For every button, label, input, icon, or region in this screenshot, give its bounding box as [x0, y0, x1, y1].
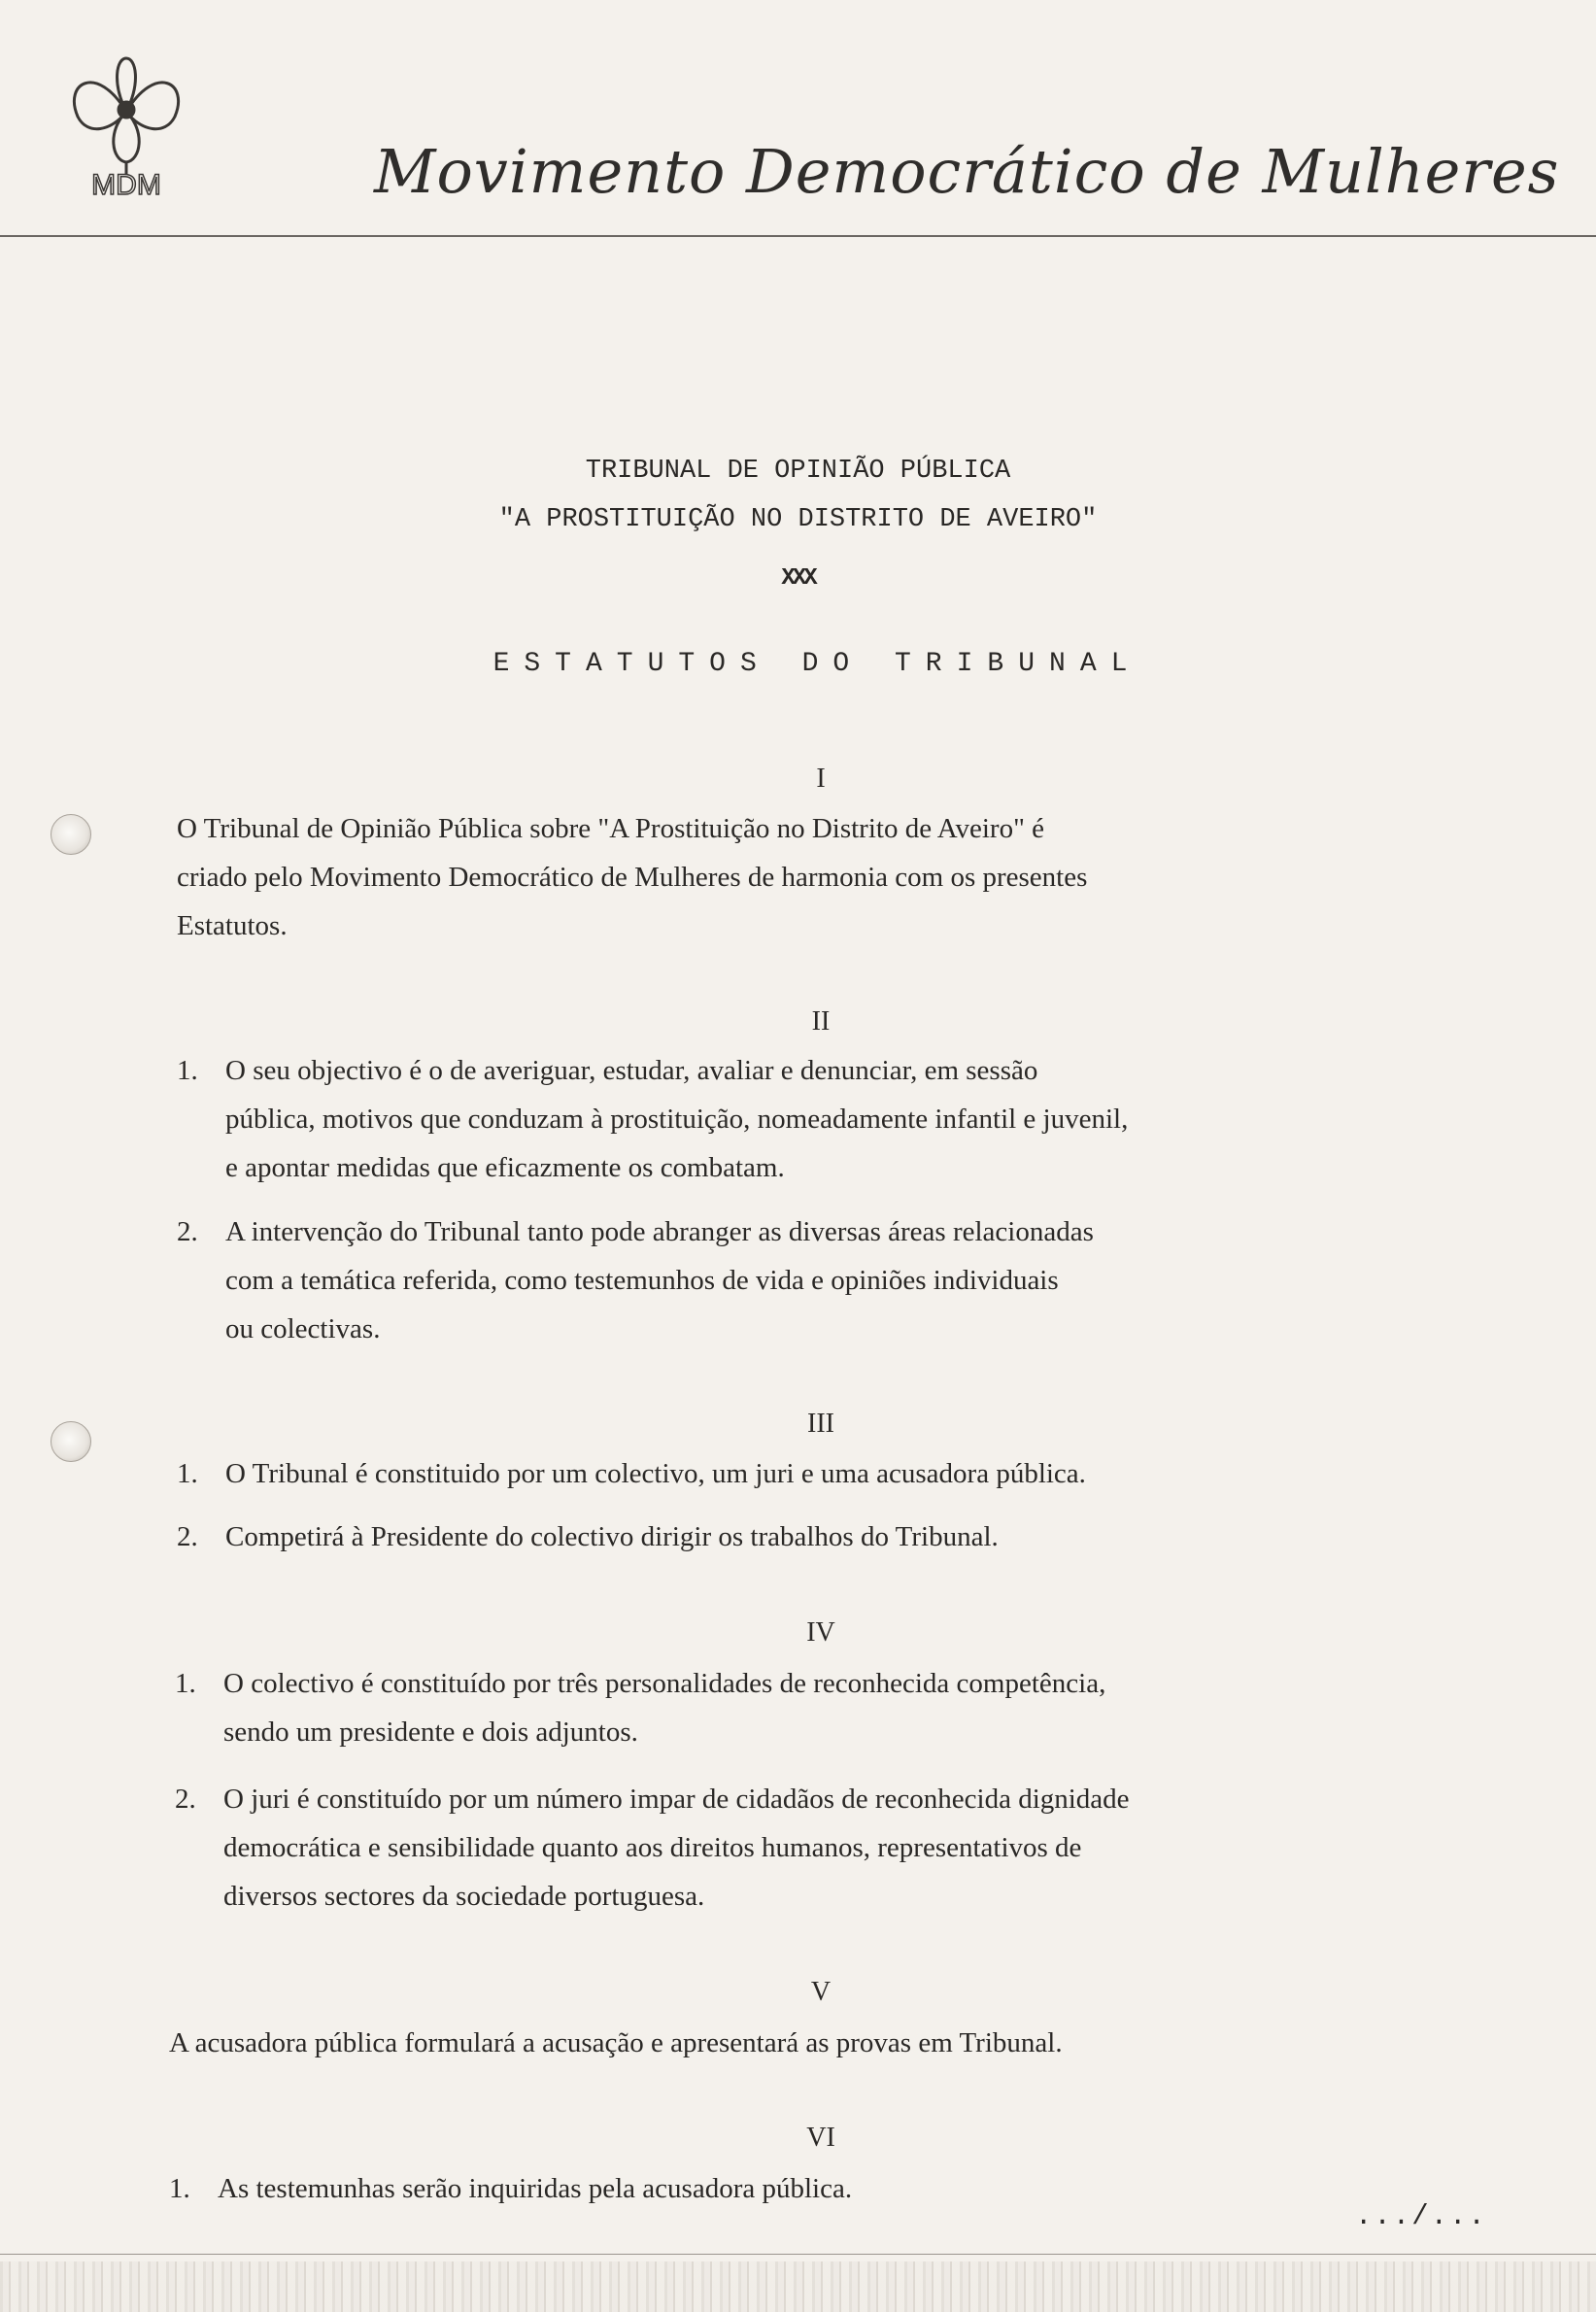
section-number-v: V — [810, 1977, 832, 2007]
continuation-mark: .../... — [1355, 2200, 1487, 2232]
section-v-text: A acusadora pública formulará a acusação e apresentará as provas em Tribunal. — [169, 2027, 1063, 2058]
section-number-ii: II — [811, 1006, 831, 1037]
item-line: democrática e sensibilidade quanto aos direitos humanos, representativos de — [223, 1832, 1082, 1863]
section-i-line: Estatutos. — [177, 910, 288, 941]
logo-letters: MDM — [91, 169, 161, 199]
item-number: 2. — [175, 1784, 196, 1815]
item-line: sendo um presidente e dois adjuntos. — [223, 1717, 638, 1748]
title-ornament: XXX — [781, 565, 815, 592]
section-number-i: I — [816, 764, 826, 794]
item-number: 1. — [177, 1055, 198, 1086]
item-number: 2. — [177, 1216, 198, 1247]
section-i-line: O Tribunal de Opinião Pública sobre "A Prostituição no Distrito de Aveiro" é — [177, 813, 1045, 844]
bottom-divider — [0, 2254, 1596, 2255]
section-i-text — [177, 804, 1537, 950]
punch-hole-top — [51, 814, 91, 855]
item-number: 1. — [175, 1668, 196, 1699]
section-number-iv: IV — [806, 1617, 835, 1648]
statutes-heading: ESTATUTOS DO TRIBUNAL — [492, 649, 1142, 679]
item-line: As testemunhas serão inquiridas pela acusadora pública. — [218, 2173, 853, 2204]
scan-edge-artifact — [0, 2261, 1596, 2312]
item-line: O juri é constituído por um número impar de cidadãos de reconhecida dignidade — [223, 1784, 1130, 1815]
item-line: O colectivo é constituído por três personalidades de reconhecida competência, — [223, 1668, 1106, 1699]
tribunal-title: TRIBUNAL DE OPINIÃO PÚBLICA — [585, 457, 1011, 486]
header-divider — [0, 235, 1596, 237]
section-i-line: criado pelo Movimento Democrático de Mulheres de harmonia com os presentes — [177, 862, 1088, 893]
item-number: 1. — [169, 2173, 190, 2204]
section-number-vi: VI — [806, 2123, 835, 2153]
item-line: O seu objectivo é o de averiguar, estudar, avaliar e denunciar, em sessão — [225, 1055, 1038, 1086]
mdm-flower-logo-icon — [58, 53, 194, 199]
item-line: pública, motivos que conduzam à prostituição, nomeadamente infantil e juvenil, — [225, 1104, 1129, 1135]
item-line: Competirá à Presidente do colectivo dirigir os trabalhos do Tribunal. — [225, 1521, 999, 1552]
item-line: O Tribunal é constituido por um colectivo, um juri e uma acusadora pública. — [225, 1458, 1086, 1489]
item-line: diversos sectores da sociedade portuguesa. — [223, 1881, 705, 1912]
item-line: ou colectivas. — [225, 1313, 381, 1344]
organization-name: Movimento Democrático de Mulheres — [374, 136, 1560, 207]
tribunal-subtitle: "A PROSTITUIÇÃO NO DISTRITO DE AVEIRO" — [498, 505, 1098, 534]
item-number: 1. — [177, 1458, 198, 1489]
item-line: com a temática referida, como testemunhos de vida e opiniões individuais — [225, 1265, 1059, 1296]
item-line: e apontar medidas que eficazmente os combatam. — [225, 1152, 785, 1183]
item-number: 2. — [177, 1521, 198, 1552]
section-number-iii: III — [807, 1409, 834, 1439]
item-line: A intervenção do Tribunal tanto pode abranger as diversas áreas relacionadas — [225, 1216, 1094, 1247]
